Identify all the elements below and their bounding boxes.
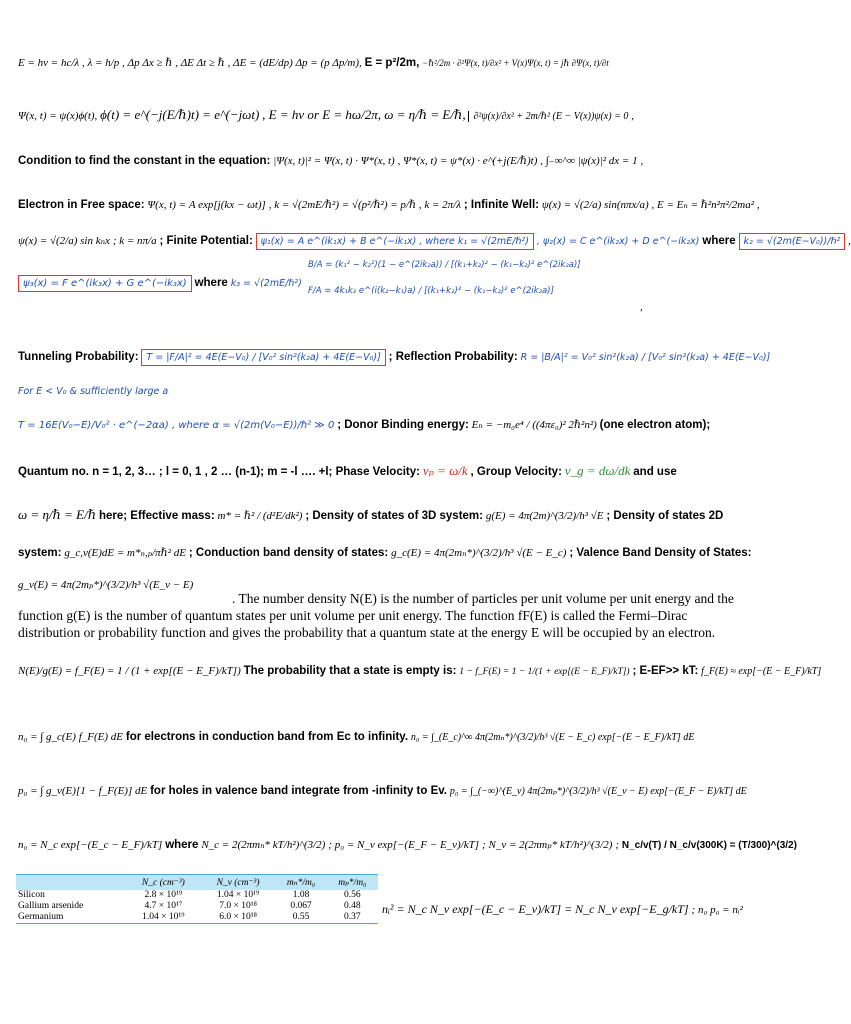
separator: ; bbox=[328, 839, 332, 851]
n0-full-formula: n₀ = ∫_(E_c)^∞ 4π(2mₙ*)^(3/2)/h³ √(E − E_c) exp[−(E − E_F)/kT] dE bbox=[410, 732, 695, 743]
n0-integral-formula: n₀ = ∫ g_c(E) f_F(E) dE bbox=[18, 731, 123, 743]
table-header: N_v (cm⁻³) bbox=[201, 875, 276, 891]
and-use-label: and use bbox=[633, 466, 677, 478]
table-cell: 0.37 bbox=[327, 912, 378, 924]
table-cell: Silicon bbox=[18, 890, 45, 900]
electron-density-label: for electrons in conduction band from Ec to infinity. bbox=[125, 731, 409, 743]
effective-mass-label: here; Effective mass: bbox=[98, 510, 215, 522]
donor-binding-formula: Eₙ = −m₀e⁴ / ((4πε₀)² 2ℏ²n²) bbox=[471, 419, 597, 431]
infinite-well-wavefunction: ψ(x) = √(2/a) sin(nπx/a) bbox=[541, 199, 649, 211]
table-header: mₚ*/m₀ bbox=[327, 875, 378, 891]
k2-formula: k₂ = √(2m(E−V₀))/ℏ² bbox=[739, 233, 846, 250]
p0-full-formula: p₀ = ∫_(−∞)^(E_v) 4π(2mₚ*)^(3/2)/h³ √(E_v − E) exp[−(E_F − E)/kT] dE bbox=[449, 786, 747, 797]
f-over-a-formula: F/A = 4k₁k₂ e^(i(k₂−k₁)a) / [(k₁+k₂)² − (k₁−k₂)² e^(2ik₂a)] bbox=[308, 286, 554, 296]
row-large-barrier-note bbox=[18, 384, 752, 399]
schrodinger-time-dependent: −ℏ²/2m · ∂²Ψ(x, t)/∂x² + V(x)Ψ(x, t) = jℏ ∂Ψ(x, t)/∂t bbox=[422, 58, 609, 68]
row-basic-relations bbox=[18, 56, 752, 70]
table-header bbox=[16, 875, 126, 891]
system-label: system: bbox=[18, 547, 62, 559]
table-cell: 0.56 bbox=[344, 890, 361, 900]
row-amplitude-ratios bbox=[308, 258, 752, 298]
dos-3d-formula: g(E) = 4π(2m)^(3/2)/h³ √E bbox=[485, 510, 604, 522]
free-space-label: Electron in Free space: bbox=[18, 199, 145, 211]
boltzmann-condition-label: ; E-EF>> kT: bbox=[632, 665, 699, 677]
b-over-a-formula: B/A = (k₁² − k₂²)(1 − e^(2ik₂a)) / [(k₁+k₂)² − (k₁−k₂)² e^(2ik₂a)] bbox=[308, 260, 581, 270]
separator: ; bbox=[691, 904, 696, 916]
comma: , bbox=[631, 110, 634, 122]
row-finite-potential bbox=[18, 234, 851, 249]
table-cell: 6.0 × 10¹⁸ bbox=[201, 912, 276, 924]
row-effective-dos bbox=[18, 838, 797, 853]
kinetic-energy-formula: E = p²/2m, bbox=[364, 57, 420, 69]
k-n-formula: ; k = nπ/a bbox=[112, 235, 157, 247]
table-cell: 2.8 × 10¹⁹ bbox=[144, 890, 183, 900]
effective-dos-table bbox=[16, 874, 378, 924]
intrinsic-carrier-formula: nᵢ² = N_c N_v exp[−(E_c − E_v)/kT] = N_c N_v exp[−E_g/kT] bbox=[382, 902, 689, 916]
tunneling-label: Tunneling Probability: bbox=[18, 351, 139, 363]
table-cell: 1.04 × 10¹⁹ bbox=[126, 912, 201, 924]
n0-nc-formula: n₀ = N_c exp[−(E_c − E_F)/kT] bbox=[18, 839, 163, 851]
row-separation bbox=[18, 108, 752, 124]
table-header: N_c (cm⁻³) bbox=[126, 875, 201, 891]
large-barrier-tunneling: T = 16E(V₀−E)/V₀² · e^(−2αa) , where α = √(2m(V₀−E))/ℏ² ≫ 0 bbox=[18, 420, 335, 431]
empty-state-formula: 1 − f_F(E) = 1 − 1/(1 + exp[(E − E_F)/kT]) bbox=[459, 667, 630, 677]
comma: , bbox=[640, 155, 644, 167]
dos-2d-formula: g_c,v(E)dE = m*ₙ,ₚ/πℏ² dE bbox=[64, 547, 187, 559]
empty-state-label: The probability that a state is empty is: bbox=[243, 665, 457, 677]
row6-end bbox=[640, 300, 752, 314]
schrodinger-time-independent: ∂²ψ(x)/∂x² + 2m/ℏ² (E − V(x))ψ(x) = 0 bbox=[468, 111, 628, 122]
uncertainty-energy-formula: , ΔE Δt ≥ ℏ bbox=[175, 57, 225, 69]
reflection-label: ; Reflection Probability: bbox=[388, 351, 518, 363]
quantum-numbers-label: Quantum no. n = 1, 2, 3… ; l = 0, 1 , 2 … (n-1); m = -l …. +l; Phase Velocity: bbox=[18, 466, 420, 478]
large-barrier-condition: For E < V₀ & sufficiently large a bbox=[18, 386, 169, 397]
separator: ; bbox=[615, 839, 619, 851]
boltzmann-approx-formula: f_F(E) ≈ exp[−(E − E_F)/kT] bbox=[701, 666, 822, 677]
row-band-dos bbox=[18, 546, 752, 560]
infinite-well-sin: ψ(x) = √(2/a) sin kₙx bbox=[18, 235, 110, 247]
energy-photon-formula: E = hν = hc/λ bbox=[18, 57, 80, 69]
table-row bbox=[16, 901, 378, 912]
row-fermi-dirac bbox=[18, 664, 822, 679]
p0-integral-formula: p₀ = ∫ g_v(E)[1 − f_F(E)] dE bbox=[18, 785, 148, 797]
table-row bbox=[16, 912, 378, 924]
table-cell: 0.067 bbox=[290, 901, 312, 911]
table-cell: 7.0 × 10¹⁸ bbox=[219, 901, 257, 911]
table-cell: 0.55 bbox=[275, 912, 326, 924]
row-hole-density bbox=[18, 784, 752, 799]
p0-nv-formula: p₀ = N_v exp[−(E_F − E_v)/kT] bbox=[334, 839, 480, 851]
row-free-space bbox=[18, 198, 760, 212]
table-header-row bbox=[16, 875, 378, 891]
table-cell: Gallium arsenide bbox=[18, 901, 84, 911]
probability-density-formula: |Ψ(x, t)|² = Ψ(x, t) · Ψ*(x, t) bbox=[273, 155, 395, 167]
region1-wavefunction: ψ₁(x) = A e^(ik₁x) + B e^(−ik₁x) , where k₁ = √(2mE/ℏ²) bbox=[256, 233, 534, 250]
row-tunneling bbox=[18, 350, 771, 365]
row-donor bbox=[18, 418, 752, 433]
row-normalization bbox=[18, 154, 752, 168]
k3-formula: k₃ = √(2mE/ℏ²) bbox=[230, 278, 302, 289]
region2-wavefunction: , ψ₂(x) = C e^(ik₂x) + D e^(−ik₂x) bbox=[536, 236, 700, 247]
mass-action-formula: n₀ p₀ = nᵢ² bbox=[698, 904, 743, 916]
row-intrinsic bbox=[382, 902, 752, 917]
wavefunction-separation: Ψ(x, t) = ψ(x)ϕ(t), bbox=[18, 110, 98, 122]
dos-2d-label: ; Density of states 2D bbox=[606, 510, 724, 522]
where-label: where bbox=[194, 277, 228, 289]
comma: , bbox=[756, 199, 760, 211]
free-space-wavefunction: Ψ(x, t) = A exp[j(kx − ωt)] bbox=[147, 199, 266, 211]
conjugate-formula: , Ψ*(x, t) = ψ*(x) · e^(+j(E/ℏ)t) bbox=[397, 155, 538, 167]
time-part-formula: ϕ(t) = e^(−j(E/ℏ)t) = e^(−jωt) bbox=[100, 107, 260, 122]
region3-wavefunction: ψ₃(x) = F e^(ik₃x) + G e^(−ik₃x) bbox=[18, 275, 192, 292]
temperature-scaling-formula: N_c/v(T) / N_c/v(300K) = (T/300)^(3/2) bbox=[621, 840, 797, 851]
table-cell: 1.04 × 10¹⁹ bbox=[216, 890, 260, 900]
group-velocity-formula: v_g = dω/dk bbox=[564, 463, 631, 478]
row-electron-density bbox=[18, 730, 752, 745]
valence-dos-formula: g_v(E) = 4π(2mₚ*)^(3/2)/h³ √(E_v − E) bbox=[18, 579, 194, 591]
table-cell: 0.48 bbox=[344, 901, 361, 911]
dos-3d-label: ; Density of states of 3D system: bbox=[305, 510, 483, 522]
wave-number-formula: , k = √(2mE/ℏ²) = √(p²/ℏ²) = p/ℏ , k = 2π/λ bbox=[268, 199, 461, 211]
donor-binding-label: ; Donor Binding energy: bbox=[337, 419, 469, 431]
reflection-formula: R = |B/A|² = V₀² sin²(k₂a) / [V₀² sin²(k₂a) + 4E(E−V₀)] bbox=[520, 352, 771, 363]
fermi-dirac-paragraph: . The number density N(E) is the number of particles per unit volume per unit energy and the function g(E) is the number of quantum states per unit volume per unit energy. The function fF(E) is called the Fermi–Dirac distribution or probability function and gives the probability that a quantum state at the energy E will be occupied by an electron. bbox=[18, 591, 734, 640]
nv-formula: N_v = 2(2πmₚ* kT/h²)^(3/2) bbox=[488, 839, 613, 851]
table-header: mₙ*/m₀ bbox=[275, 875, 326, 891]
energy-omega-formula: , E = hν or E = hω/2π, ω = η/ℏ = E/ℏ, bbox=[262, 107, 466, 122]
infinite-well-label: ; Infinite Well: bbox=[463, 199, 540, 211]
where-label: where bbox=[165, 839, 199, 851]
fermi-dirac-formula: N(E)/g(E) = f_F(E) = 1 / (1 + exp[(E − E_F)/kT]) bbox=[18, 665, 241, 677]
separator: ; bbox=[481, 839, 486, 851]
row-velocities bbox=[18, 464, 752, 479]
conduction-dos-formula: g_c(E) = 4π(2mₙ*)^(3/2)/h³ √(E − E_c) bbox=[391, 547, 567, 559]
finite-potential-label: ; Finite Potential: bbox=[159, 235, 253, 247]
comma: , bbox=[848, 235, 851, 247]
table-row bbox=[16, 890, 378, 901]
row-effective-mass bbox=[18, 508, 752, 523]
hole-density-label: for holes in valence band integrate from -infinity to Ev. bbox=[150, 785, 448, 797]
group-velocity-label: , Group Velocity: bbox=[470, 466, 562, 478]
delta-energy-formula: , ΔE = (dE/dp) Δp = (p Δp/m), bbox=[227, 57, 362, 69]
tunneling-formula: T = |F/A|² = 4E(E−V₀) / [V₀² sin²(k₂a) + 4E(E−V₀)] bbox=[141, 349, 385, 366]
de-broglie-formula: , λ = h/p bbox=[82, 57, 120, 69]
nc-formula: N_c = 2(2πmₙ* kT/h²)^(3/2) bbox=[201, 839, 326, 851]
effective-mass-formula: m* = ℏ² / (d²E/dk²) bbox=[217, 510, 303, 522]
infinite-well-energy: , E = Eₙ = ℏ²n²π²/2ma² bbox=[651, 199, 755, 211]
valence-dos-label: ; Valence Band Density of States: bbox=[569, 547, 752, 559]
table-cell: 4.7 × 10¹⁷ bbox=[144, 901, 183, 911]
omega-energy-formula: ω = η/ℏ = E/ℏ bbox=[18, 507, 97, 522]
phase-velocity-formula: vₚ = ω/k bbox=[422, 463, 468, 478]
one-electron-note: (one electron atom); bbox=[599, 419, 711, 431]
conduction-dos-label: ; Conduction band density of states: bbox=[188, 547, 389, 559]
where-label: where bbox=[702, 235, 736, 247]
table-cell: Germanium bbox=[16, 912, 126, 924]
normalization-label: Condition to find the constant in the equation: bbox=[18, 155, 271, 167]
comma: , bbox=[640, 301, 643, 313]
uncertainty-position-formula: , Δp Δx ≥ ℏ bbox=[122, 57, 173, 69]
normalization-integral: , ∫₋∞^∞ |ψ(x)|² dx = 1 bbox=[540, 155, 638, 167]
table-cell: 1.08 bbox=[292, 890, 310, 900]
